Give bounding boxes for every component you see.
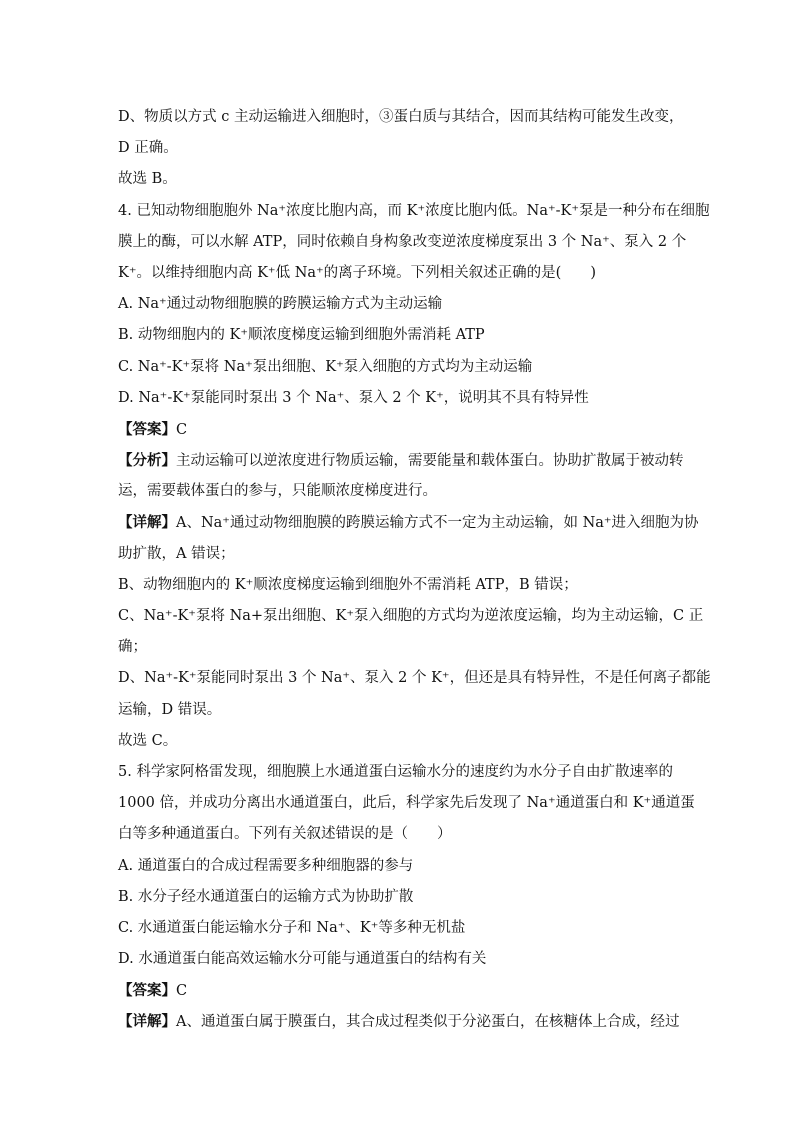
text-line: 故选 B。: [118, 171, 177, 188]
question-4-detail: C、Na⁺-K⁺泵将 Na+泵出细胞、K⁺泵入细胞的方式均为逆浓度运输，均为主动运输，C 正: [118, 608, 704, 624]
document-page: [118, 102, 711, 1038]
detail-text: A、通道蛋白属于膜蛋白，其合成过程类似于分泌蛋白，在核糖体上合成，经过: [176, 1014, 680, 1031]
question-4-option-a: A. Na⁺通过动物细胞膜的跨膜运输方式为主动运输: [118, 296, 443, 313]
question-4-detail: 确；: [118, 639, 147, 656]
question-5-stem: 白等多种通道蛋白。下列有关叙述错误的是（ ）: [118, 826, 452, 843]
question-4-detail: D、Na⁺-K⁺泵能同时泵出 3 个 Na⁺、泵入 2 个 K⁺，但还是具有特异性，不是任何离子都能: [118, 670, 711, 687]
question-4-detail: B、动物细胞内的 K⁺顺浓度梯度运输到细胞外不需消耗 ATP，B 错误；: [118, 576, 578, 593]
question-4-detail: 运输，D 错误。: [118, 701, 222, 718]
question-4-stem: 4. 已知动物细胞胞外 Na⁺浓度比胞内高，而 K⁺浓度比胞内低。Na⁺-K⁺泵是一种分布在细胞: [118, 202, 710, 219]
question-5-stem: 1000 倍，并成功分离出水通道蛋白，此后，科学家先后发现了 Na⁺通道蛋白和 K⁺通道蛋: [118, 795, 695, 812]
answer-value: C: [176, 983, 188, 1000]
analysis-text: 主动运输可以逆浓度进行物质运输，需要能量和载体蛋白。协助扩散属于被动转: [176, 453, 684, 470]
question-5-option-a: A. 通道蛋白的合成过程需要多种细胞器的参与: [118, 857, 414, 874]
question-4-stem: 膜上的酶，可以水解 ATP，同时依赖自身构象改变逆浓度梯度泵出 3 个 Na⁺、泵入 2 个: [118, 233, 687, 250]
answer-tag: 【答案】: [118, 982, 176, 1000]
question-4-analysis: [118, 445, 684, 476]
analysis-tag: 【分析】: [118, 452, 176, 470]
question-5-answer: [118, 975, 678, 1006]
answer-tag: 【答案】: [118, 420, 176, 438]
text-line: D、物质以方式 c 主动运输进入细胞时，③蛋白质与其结合，因而其结构可能发生改变，: [118, 109, 684, 125]
question-4-option-c: C. Na⁺-K⁺泵将 Na⁺泵出细胞、K⁺泵入细胞的方式均为主动运输: [118, 358, 533, 375]
answer-value: C: [176, 421, 188, 438]
question-4-analysis: 运，需要载体蛋白的参与，只能顺浓度梯度进行。: [118, 483, 437, 500]
detail-tag: 【详解】: [118, 1013, 176, 1031]
detail-text: A、Na⁺通过动物细胞膜的跨膜运输方式不一定为主动运输，如 Na⁺进入细胞为协: [176, 515, 699, 532]
text-line: D 正确。: [118, 140, 178, 157]
question-5-option-d: D. 水通道蛋白能高效运输水分可能与通道蛋白的结构有关: [118, 951, 487, 968]
question-4-stem: K⁺。以维持细胞内高 K⁺低 Na⁺的离子环境。下列相关叙述正确的是( ): [118, 264, 596, 281]
question-4-option-d: D. Na⁺-K⁺泵能同时泵出 3 个 Na⁺、泵入 2 个 K⁺，说明其不具有特异性: [118, 389, 589, 406]
question-4-answer: [118, 414, 678, 445]
question-5-detail: [118, 1006, 678, 1037]
question-4-detail: [118, 507, 699, 538]
question-5-option-c: C. 水通道蛋白能运输水分子和 Na⁺、K⁺等多种无机盐: [118, 919, 466, 936]
question-4-conclusion: 故选 C。: [118, 732, 178, 749]
question-5-stem: 5. 科学家阿格雷发现，细胞膜上水通道蛋白运输水分的速度约为水分子自由扩散速率的: [118, 763, 673, 780]
detail-tag: 【详解】: [118, 514, 176, 532]
question-4-detail: 助扩散，A 错误；: [118, 545, 235, 562]
question-4-option-b: B. 动物细胞内的 K⁺顺浓度梯度运输到细胞外需消耗 ATP: [118, 327, 485, 344]
question-5-option-b: B. 水分子经水通道蛋白的运输方式为协助扩散: [118, 888, 414, 905]
